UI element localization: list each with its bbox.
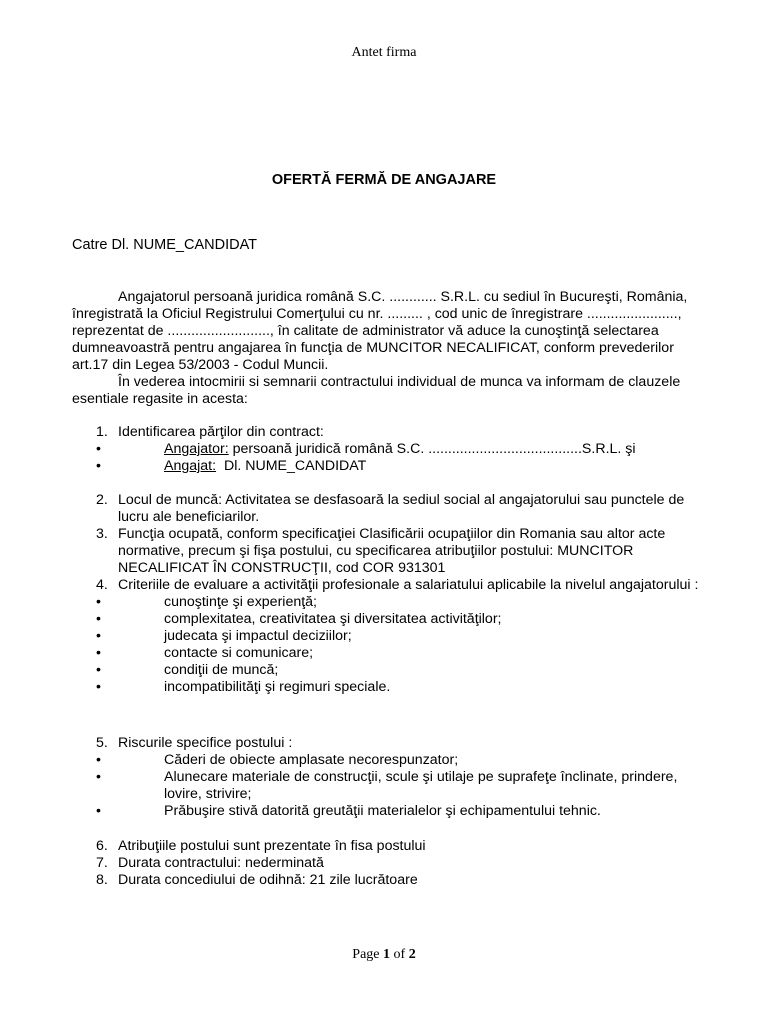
section-2 xyxy=(72,492,712,526)
intro-paragraph-1: Angajatorul persoană juridica română S.C. ............ S.R.L. cu sediul în Bucureşti, România, înregistrată la Oficiul Registrului Comerţului cu nr. ......... , cod unic de înregistrare ......................., reprezentat de .........................., în calitate de administrator vă aduce la cunoştinţă selectarea dumneavoastră pentru angajarea în funcţia de MUNCITOR NECALIFICAT, conform prevederilor art.17 din Legea 53/2003 - Codul Muncii. xyxy=(72,289,688,373)
bullet-item: • cunoştinţe şi experienţă; xyxy=(72,594,712,611)
bullet-item: • condiţii de muncă; xyxy=(72,662,712,679)
bullet-item: • Căderi de obiecte amplasate necorespunzator; xyxy=(72,752,712,769)
intro-section xyxy=(72,289,700,408)
list-item-7 xyxy=(72,855,712,872)
section-3 xyxy=(72,526,712,577)
bullet-item: • complexitatea, creativitatea şi diversitatea activităţilor; xyxy=(72,611,712,628)
list-item-text: Riscurile specifice postului : xyxy=(118,735,293,751)
page-footer xyxy=(0,946,768,963)
list-number: 5. xyxy=(96,735,108,751)
bullet-employer xyxy=(72,441,712,458)
list-item-text: Locul de muncă: Activitatea se desfasoară la sediul social al angajatorului sau punctele de lucru ale beneficiarilor. xyxy=(118,492,685,525)
list-item-6 xyxy=(72,838,712,855)
bullet-item: • Prăbuşire stivă datorită greutăţii materialelor şi echipamentului tehnic. xyxy=(72,803,712,820)
list-item-text: Atribuţiile postului sunt prezentate în fisa postului xyxy=(118,838,426,854)
section-6-8 xyxy=(72,838,712,889)
letterhead-text: Antet firma xyxy=(351,45,417,60)
section-5 xyxy=(72,735,712,820)
list-number: 3. xyxy=(96,526,108,542)
bullet-item: • Alunecare materiale de construcţii, scule şi utilaje pe suprafeţe înclinate, prindere, lovire, strivire; xyxy=(72,769,712,803)
list-number: 6. xyxy=(96,838,108,854)
employer-text: persoană juridică română S.C. .......................................S.R.L. şi xyxy=(228,441,636,457)
risks-list xyxy=(72,752,712,820)
list-item-text: Funcţia ocupată, conform specificaţiei Clasificării ocupaţiilor din Romania sau altor acte normative, precum şi fişa postului, cu specificarea atribuţiilor postului: MUNCITOR NECALIFICAT ÎN CONSTRUCŢII, cod COR 931301 xyxy=(118,526,666,576)
section-1 xyxy=(72,424,712,475)
list-item-3 xyxy=(72,526,712,577)
page-label: Page xyxy=(352,947,380,962)
bullet-item: • contacte si comunicare; xyxy=(72,645,712,662)
employee-label: Angajat: xyxy=(164,458,217,474)
recipient-line: Catre Dl. NUME_CANDIDAT xyxy=(72,237,258,253)
intro-paragraph-2: În vederea intocmirii si semnarii contractului individual de munca va informam de clauzele esentiale regasite in acesta: xyxy=(72,374,681,407)
list-item-text: Identificarea părţilor din contract: xyxy=(118,424,324,440)
employer-label: Angajator: xyxy=(164,441,229,457)
current-page-number: 1 xyxy=(383,947,391,962)
bullet-item: • judecata şi impactul deciziilor; xyxy=(72,628,712,645)
list-number: 2. xyxy=(96,492,108,508)
document-title: OFERTĂ FERMĂ DE ANGAJARE xyxy=(271,172,497,188)
of-label: of xyxy=(393,947,406,962)
list-item-1 xyxy=(72,424,712,441)
list-item-text: Durata concediului de odihnă: 21 zile lucrătoare xyxy=(118,872,418,888)
list-item-8 xyxy=(72,872,712,889)
parties-list xyxy=(72,441,712,475)
section-4 xyxy=(72,577,712,696)
list-number: 8. xyxy=(96,872,108,888)
list-item-text: Durata contractului: nederminată xyxy=(118,855,324,871)
employee-text: Dl. NUME_CANDIDAT xyxy=(216,458,367,474)
list-item-4 xyxy=(72,577,712,594)
list-number: 1. xyxy=(96,424,108,440)
evaluation-criteria-list xyxy=(72,594,712,696)
list-number: 4. xyxy=(96,577,108,593)
bullet-employee xyxy=(72,458,712,475)
total-pages-number: 2 xyxy=(408,947,416,962)
list-item-2 xyxy=(72,492,712,526)
bullet-item: • incompatibilităţi şi regimuri speciale. xyxy=(72,679,712,696)
list-item-text: Criteriile de evaluare a activităţii profesionale a salariatului aplicabile la nivelul angajatorului : xyxy=(118,577,699,593)
list-number: 7. xyxy=(96,855,108,871)
list-item-5 xyxy=(72,735,712,752)
